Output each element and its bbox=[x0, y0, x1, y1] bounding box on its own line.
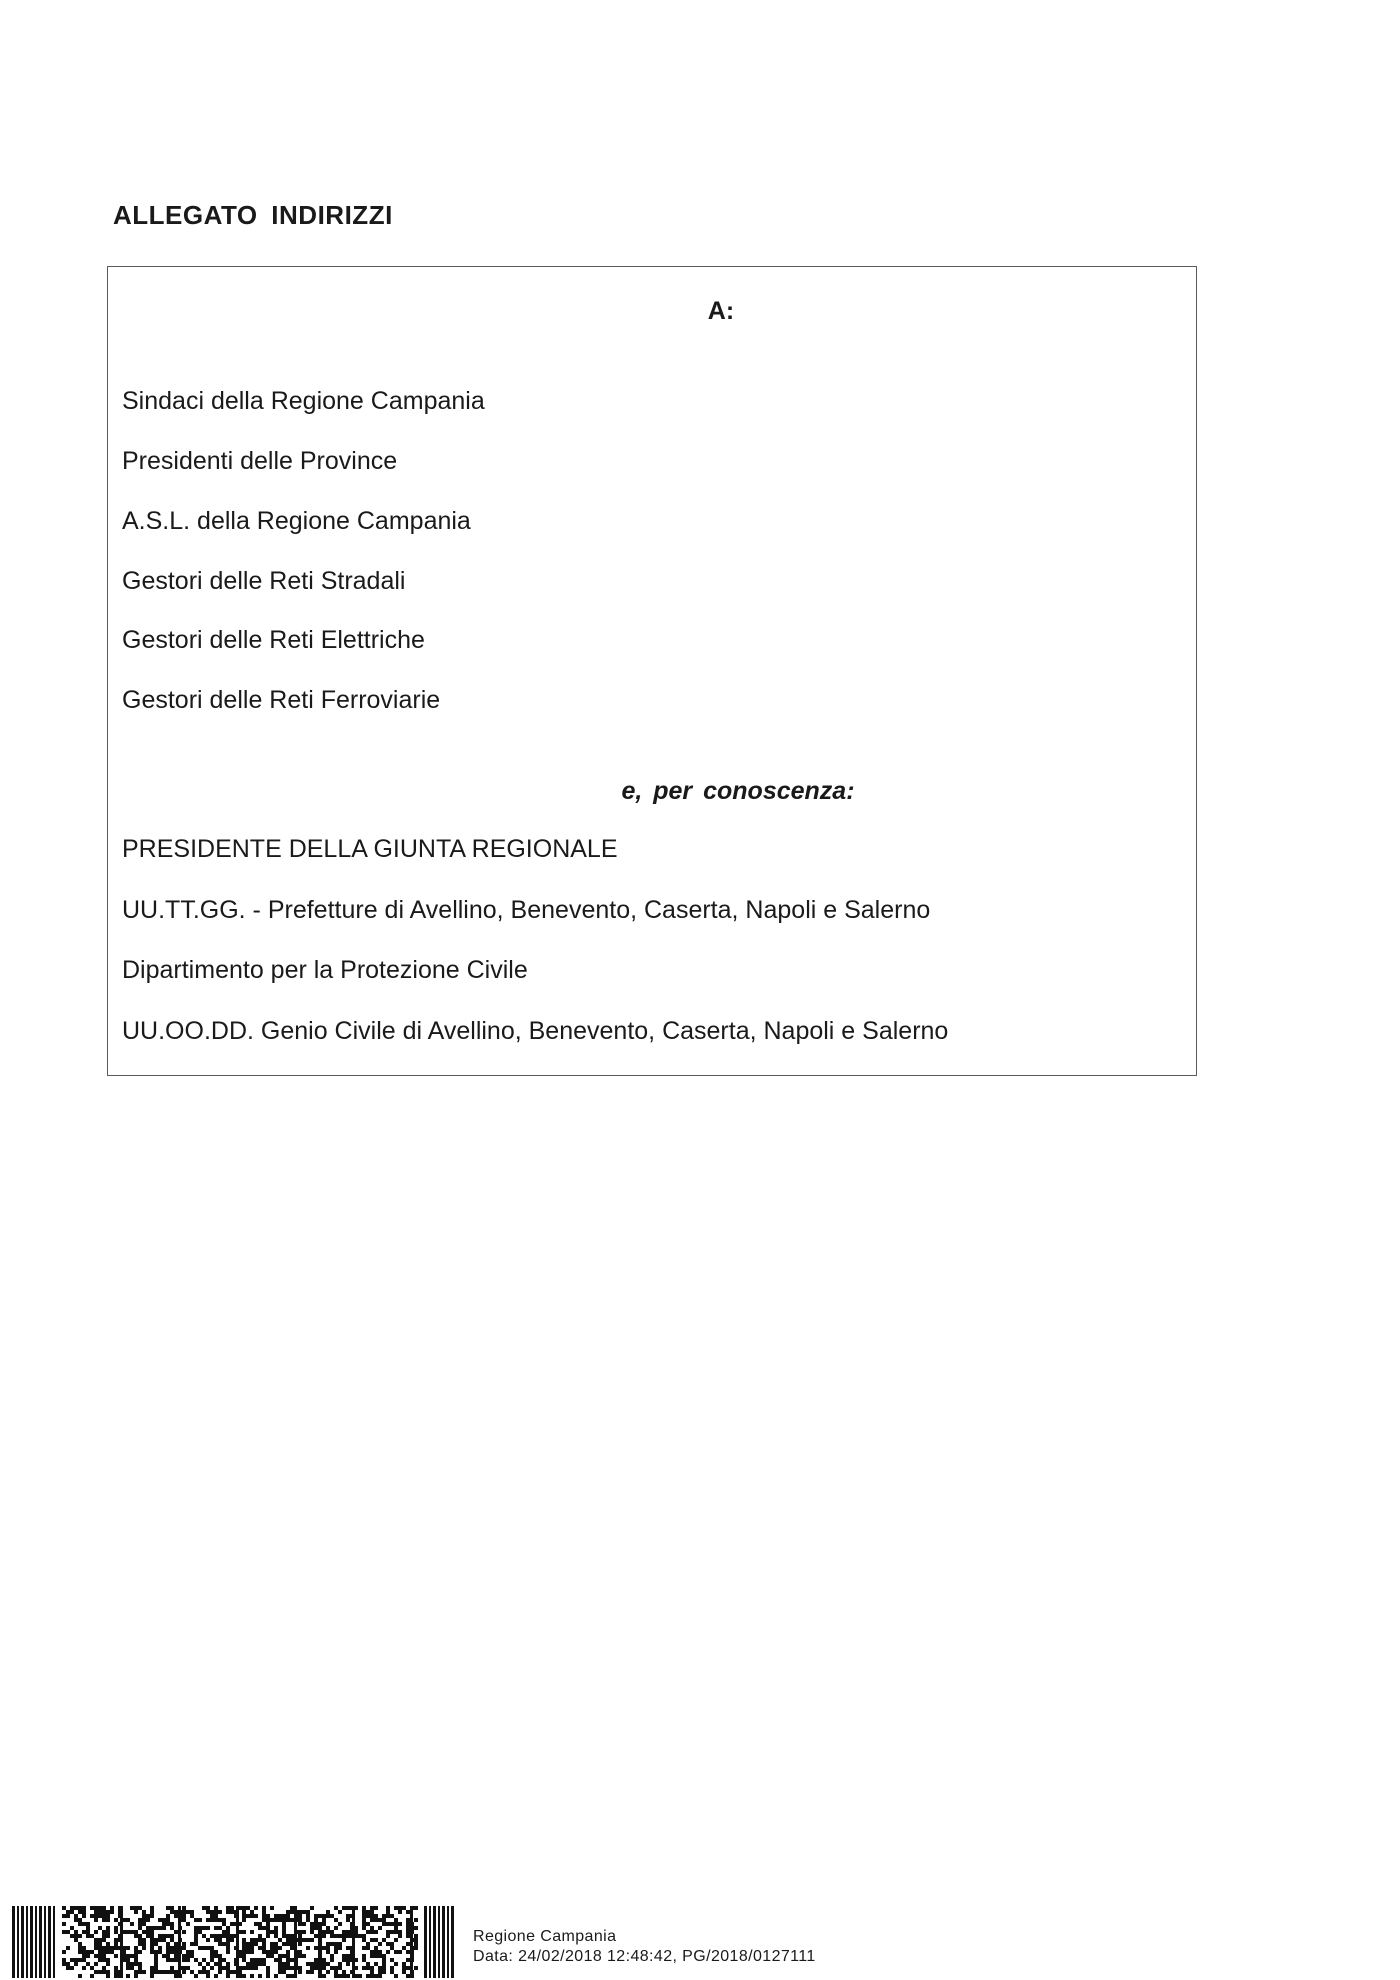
stamp-date-line: Data: 24/02/2018 12:48:42, PG/2018/0127111 bbox=[473, 1948, 816, 1965]
protocol-stamp bbox=[473, 1927, 816, 1967]
recipient-item: Gestori delle Reti Ferroviarie bbox=[122, 686, 441, 714]
address-box bbox=[107, 266, 1197, 1076]
stamp-entity: Regione Campania bbox=[473, 1928, 617, 1945]
protocol-barcode bbox=[12, 1906, 456, 1978]
recipient-item: Sindaci della Regione Campania bbox=[122, 387, 485, 415]
to-heading: A: bbox=[707, 297, 735, 325]
recipient-item: Presidenti delle Province bbox=[122, 447, 398, 475]
cc-recipient-item: PRESIDENTE DELLA GIUNTA REGIONALE bbox=[122, 835, 618, 863]
cc-recipient-item: UU.OO.DD. Genio Civile di Avellino, Benevento, Caserta, Napoli e Salerno bbox=[122, 1017, 949, 1045]
recipient-item: Gestori delle Reti Stradali bbox=[122, 567, 406, 595]
recipient-item: Gestori delle Reti Elettriche bbox=[122, 626, 425, 654]
document-title: ALLEGATO INDIRIZZI bbox=[113, 200, 393, 230]
cc-recipient-item: Dipartimento per la Protezione Civile bbox=[122, 956, 528, 984]
recipient-item: A.S.L. della Regione Campania bbox=[122, 507, 471, 535]
cc-heading: e, per conoscenza: bbox=[621, 777, 855, 805]
cc-recipient-item: UU.TT.GG. - Prefetture di Avellino, Benevento, Caserta, Napoli e Salerno bbox=[122, 896, 931, 924]
